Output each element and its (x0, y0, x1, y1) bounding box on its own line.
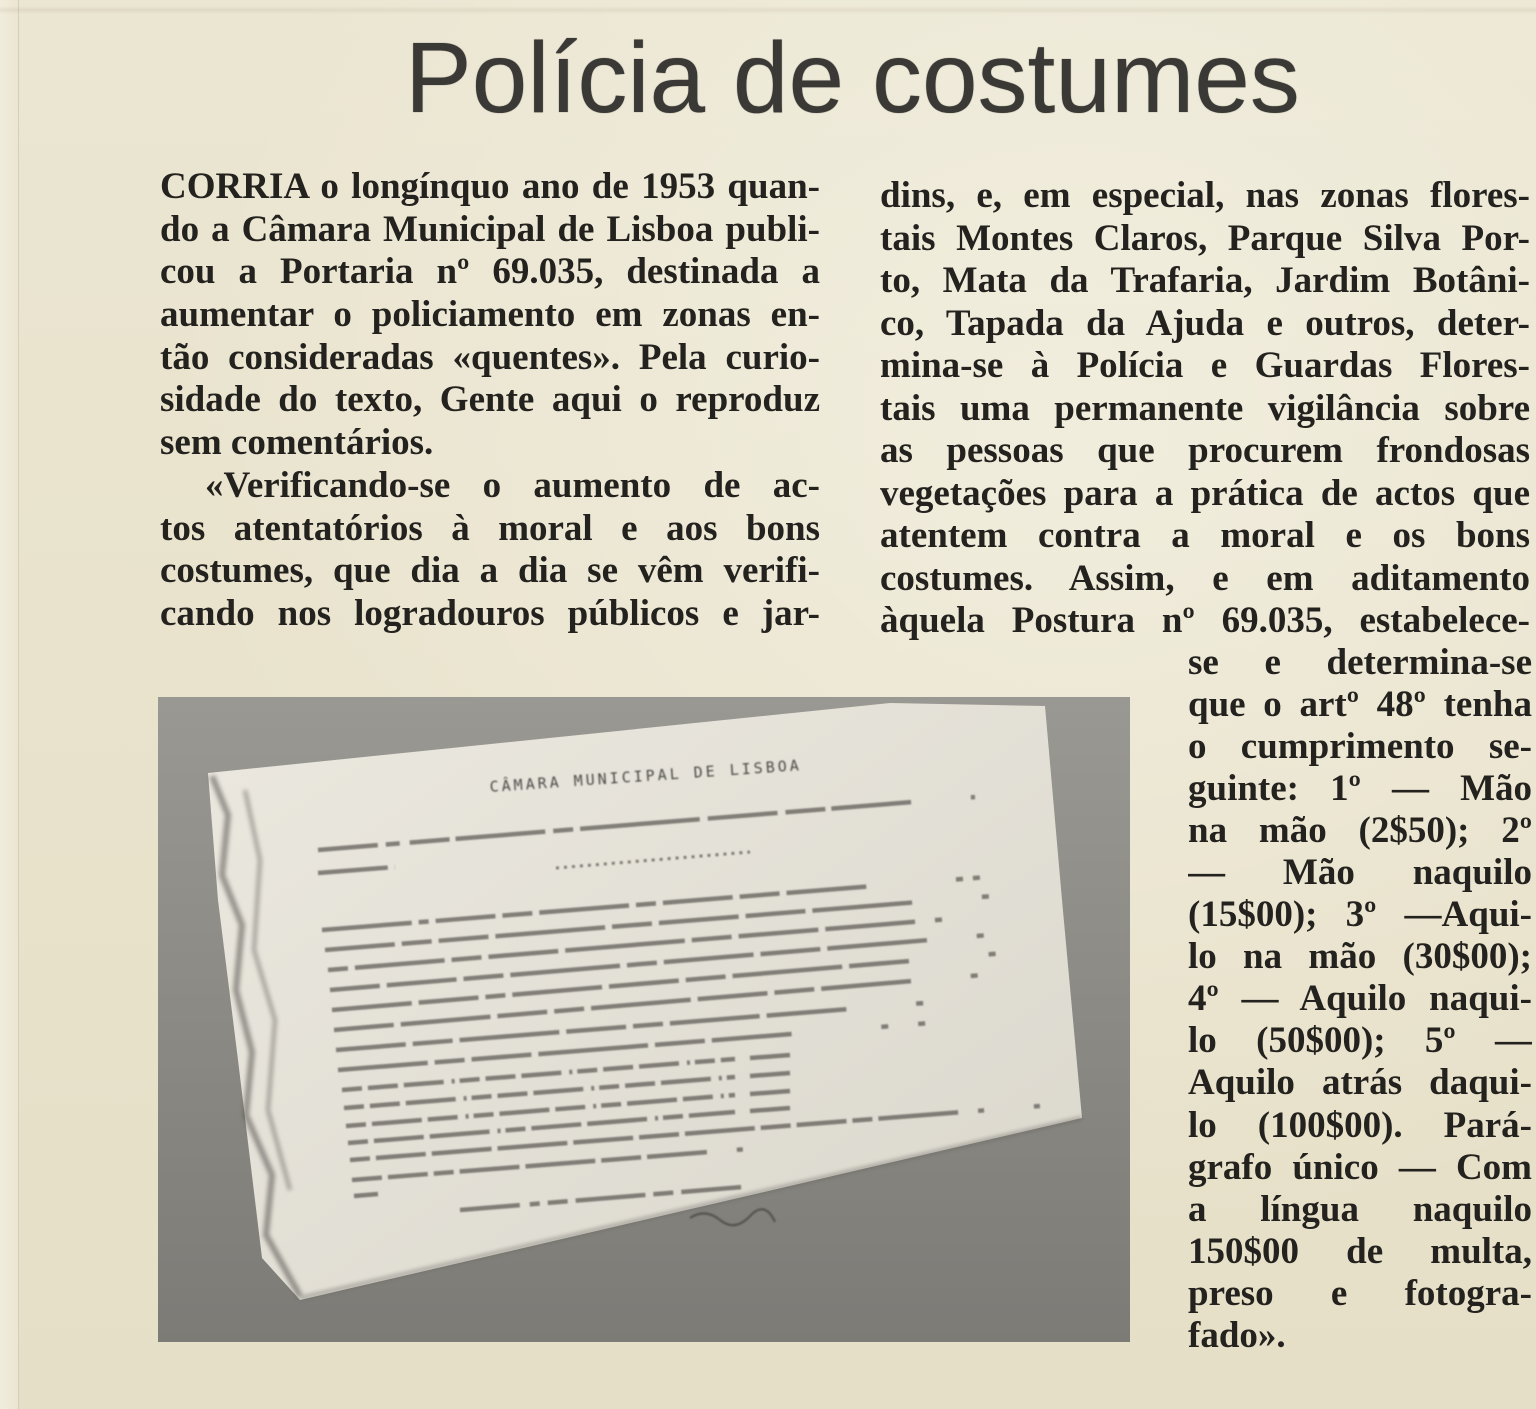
article-column-left (160, 166, 820, 636)
text-line: guinte: 1º — Mão (1188, 768, 1532, 810)
text-line: tais uma permanente vigilância sobre (880, 387, 1530, 429)
paper-crease (0, 6, 1536, 14)
text-line: Aquilo atrás daqui- (1188, 1062, 1532, 1104)
text-line: mina-se à Polícia e Guardas Flores- (880, 345, 1530, 386)
text-line: — Mão naquilo (1188, 852, 1532, 894)
text-line: a língua naquilo (1188, 1188, 1532, 1230)
text-line: tais Montes Claros, Parque Silva Por- (880, 217, 1530, 259)
text-line: CORRIA o longínquo ano de 1953 quan- (160, 166, 820, 207)
text-line: o cumprimento se- (1188, 726, 1532, 768)
typed-line (750, 1091, 790, 1094)
text-line: preso e fotogra- (1188, 1272, 1532, 1314)
text-line: co, Tapada da Ajuda e outros, deter- (880, 302, 1530, 344)
typed-line (750, 1073, 790, 1076)
text-line: vegetações para a prática de actos que (880, 472, 1530, 514)
document-photo (150, 690, 1145, 1355)
text-line: costumes. Assim, e em aditamento (880, 557, 1530, 599)
text-line: cou a Portaria nº 69.035, destinada a (160, 251, 820, 293)
text-line: lo (50$00); 5º — (1188, 1020, 1532, 1062)
text-line: «Verificando-se o aumento de ac- (205, 464, 820, 506)
text-line: lo na mão (30$00); (1188, 936, 1532, 978)
text-line: 150$00 de multa, (1188, 1230, 1532, 1272)
headline: Polícia de costumes (405, 22, 1300, 134)
article-column-narrow (1188, 642, 1532, 1357)
text-line: àquela Postura nº 69.035, estabelece- (880, 600, 1530, 641)
text-line: as pessoas que procurem frondosas (880, 430, 1530, 471)
text-line: to, Mata da Trafaria, Jardim Botâni- (880, 260, 1530, 301)
article-column-right (880, 175, 1530, 643)
text-line: que o artº 48º tenha (1188, 684, 1532, 726)
text-line: lo (100$00). Pará- (1188, 1104, 1532, 1146)
text-line: grafo único — Com (1188, 1146, 1532, 1188)
text-line: na mão (2$50); 2º (1188, 810, 1532, 852)
text-line: tos atentatórios à moral e aos bons (160, 507, 820, 549)
typed-line (750, 1055, 790, 1058)
text-line: (15$00); 3º —Aqui- (1188, 894, 1532, 936)
typed-line (750, 1108, 790, 1111)
text-line: sem comentários. (160, 422, 434, 464)
text-line: dins, e, em especial, nas zonas flores- (880, 175, 1530, 216)
text-line: costumes, que dia a dia se vêm verifi- (160, 550, 820, 592)
typed-line (354, 1194, 378, 1196)
text-line: fado». (1188, 1314, 1286, 1356)
document-header: CÂMARA MUNICIPAL DE LISBOA (489, 756, 803, 796)
text-line: se e determina-se (1188, 642, 1532, 683)
text-line: 4º — Aquilo naqui- (1188, 978, 1532, 1020)
text-line: aumentar o policiamento em zonas en- (160, 294, 820, 336)
text-line: do a Câmara Municipal de Lisboa publi- (160, 208, 820, 250)
paper-edge (0, 0, 19, 1409)
text-line: atentem contra a moral e os bons (880, 515, 1530, 556)
text-line: cando nos logradouros públicos e jar- (160, 592, 820, 634)
text-line: sidade do texto, Gente aqui o reproduz (160, 379, 820, 421)
text-line: tão consideradas «quentes». Pela curio- (160, 336, 820, 378)
